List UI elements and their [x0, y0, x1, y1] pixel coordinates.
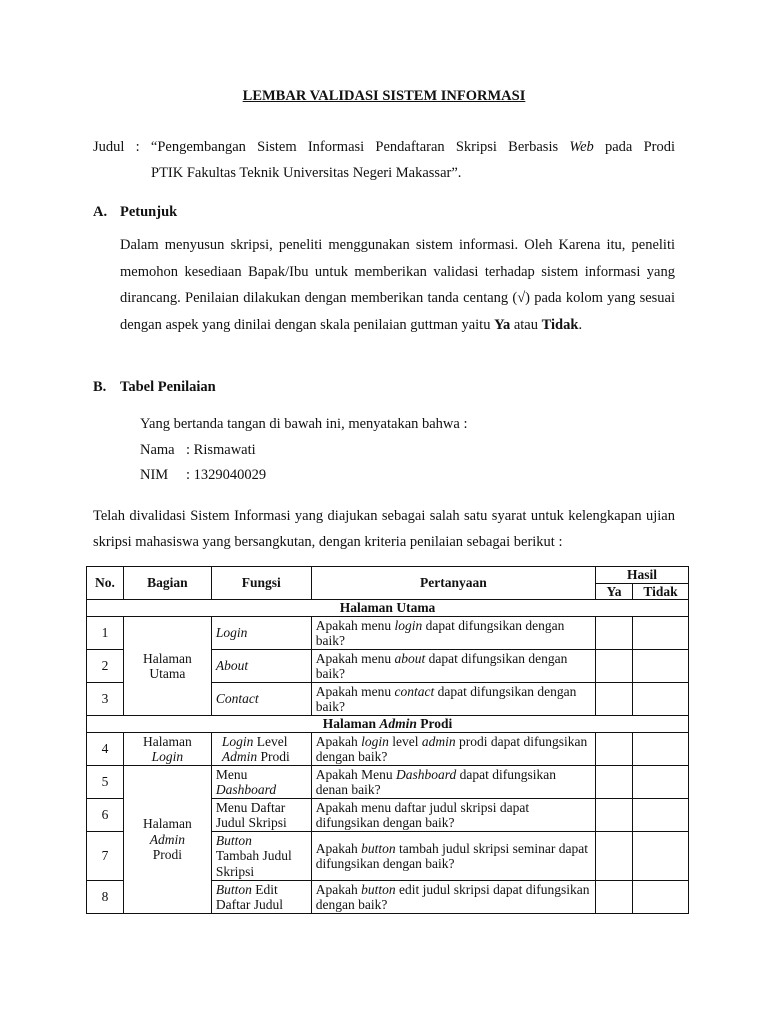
row-fungsi: About	[211, 650, 311, 683]
section-row-utama	[87, 600, 689, 617]
row-fungsi: Login	[211, 617, 311, 650]
row-pertanyaan: Apakah menu login dapat difungsikan dengan baik?	[311, 617, 595, 650]
header-bagian: Bagian	[123, 567, 211, 600]
check-ya-cell[interactable]	[596, 799, 633, 832]
row-pertanyaan: Apakah login level admin prodi dapat difungsikan dengan baik?	[311, 733, 595, 766]
check-ya-cell[interactable]	[596, 766, 633, 799]
judul-text-b: pada Prodi	[605, 139, 676, 155]
row-no: 2	[87, 650, 124, 683]
header-pertanyaan: Pertanyaan	[311, 567, 595, 600]
row-pertanyaan: Apakah menu daftar judul skripsi dapat difungsikan dengan baik?	[311, 799, 595, 832]
row-pertanyaan: Apakah button edit judul skripsi dapat difungsikan dengan baik?	[311, 881, 595, 914]
nama-label: Nama	[140, 441, 175, 458]
row-no: 7	[87, 832, 124, 881]
scale-atau: atau	[513, 316, 538, 333]
check-tidak-cell[interactable]	[633, 881, 689, 914]
rating-table	[86, 566, 689, 914]
row-no: 8	[87, 881, 124, 914]
judul-web: Web	[569, 139, 594, 155]
nim-value: : 1329040029	[186, 467, 267, 483]
row-fungsi: Button Edit Daftar Judul	[211, 881, 311, 914]
check-tidak-cell[interactable]	[633, 650, 689, 683]
petunjuk-text: Dalam menyusun skripsi, peneliti menggunakan sistem informasi. Oleh Karena itu, peneliti memohon kesediaan Bapak/Ibu untuk memberikan validasi terhadap sistem informasi yang dirancang. Penilaian dilakukan dengan memberikan tanda centang (√) pada kolom yang sesuai dengan aspek yang dinilai dengan skala penilaian guttman yaitu	[120, 237, 675, 333]
header-no: No.	[87, 567, 124, 600]
check-ya-cell[interactable]	[596, 881, 633, 914]
identity-block	[140, 412, 468, 489]
row-pertanyaan: Apakah Menu Dashboard dapat difungsikan denan baik?	[311, 766, 595, 799]
check-tidak-cell[interactable]	[633, 733, 689, 766]
judul-text: “Pengembangan Sistem Informasi Pendaftaran Skripsi Berbasis	[150, 139, 559, 155]
row-no: 6	[87, 799, 124, 832]
judul-text-c: PTIK Fakultas Teknik Universitas Negeri Makassar”.	[151, 165, 462, 181]
section-a-number: A.	[93, 204, 108, 220]
petunjuk-paragraph	[120, 232, 675, 338]
check-tidak-cell[interactable]	[633, 799, 689, 832]
nim-label: NIM	[140, 467, 169, 483]
check-tidak-cell[interactable]	[633, 832, 689, 881]
petunjuk-end: .	[578, 316, 583, 333]
header-fungsi: Fungsi	[211, 567, 311, 600]
check-tidak-cell[interactable]	[633, 617, 689, 650]
row-fungsi: Login Level Admin Prodi	[211, 733, 311, 766]
section-a-heading	[93, 204, 177, 221]
nama-line	[140, 438, 468, 464]
header-tidak: Tidak	[633, 583, 689, 600]
row-no: 4	[87, 733, 124, 766]
row-pertanyaan: Apakah menu about dapat difungsikan dengan baik?	[311, 650, 595, 683]
row-pertanyaan: Apakah menu contact dapat difungsikan dengan baik?	[311, 683, 595, 716]
check-ya-cell[interactable]	[596, 733, 633, 766]
row-pertanyaan: Apakah button tambah judul skripsi seminar dapat difungsikan dengan baik?	[311, 832, 595, 881]
header-ya: Ya	[596, 583, 633, 600]
nim-line	[140, 463, 468, 489]
table-row	[87, 733, 689, 766]
row-no: 1	[87, 617, 124, 650]
check-ya-cell[interactable]	[596, 650, 633, 683]
check-ya-cell[interactable]	[596, 683, 633, 716]
row-no: 3	[87, 683, 124, 716]
row-fungsi: Contact	[211, 683, 311, 716]
scale-ya: Ya	[494, 316, 511, 333]
table-row	[87, 617, 689, 650]
table-row	[87, 766, 689, 799]
check-tidak-cell[interactable]	[633, 766, 689, 799]
identity-intro: Yang bertanda tangan di bawah ini, menyatakan bahwa :	[140, 416, 468, 432]
header-hasil: Hasil	[596, 567, 689, 584]
validasi-paragraph: Telah divalidasi Sistem Informasi yang diajukan sebagai salah satu syarat untuk kelengkapan ujian skripsi mahasiswa yang bersangkutan, dengan kriteria penilaian sebagai berikut :	[93, 508, 675, 550]
bagian-login: Halaman Login	[123, 733, 211, 766]
check-tidak-cell[interactable]	[633, 683, 689, 716]
row-fungsi: Menu Dashboard	[211, 766, 311, 799]
judul-paragraph	[93, 134, 675, 186]
section-b-title: Tabel Penilaian	[120, 379, 216, 395]
scale-tidak: Tidak	[541, 316, 579, 333]
section-a-title: Petunjuk	[120, 204, 178, 220]
section-row-admin	[87, 716, 689, 733]
row-no: 5	[87, 766, 124, 799]
row-fungsi: Menu Daftar Judul Skripsi	[211, 799, 311, 832]
table-header-row	[87, 567, 689, 584]
judul-label: Judul :	[93, 139, 140, 155]
section-b-number: B.	[93, 379, 107, 395]
document-title: LEMBAR VALIDASI SISTEM INFORMASI	[242, 88, 526, 104]
bagian-utama: Halaman Utama	[123, 617, 211, 716]
section-utama-label: Halaman Utama	[87, 600, 689, 617]
nama-value: : Rismawati	[186, 441, 256, 458]
check-ya-cell[interactable]	[596, 617, 633, 650]
bagian-admin: Halaman Admin Prodi	[123, 766, 211, 914]
section-admin-label: Halaman Admin Prodi	[87, 716, 689, 733]
row-fungsi: Button Tambah Judul Skripsi	[211, 832, 311, 881]
check-ya-cell[interactable]	[596, 832, 633, 881]
section-b-heading	[93, 379, 216, 396]
